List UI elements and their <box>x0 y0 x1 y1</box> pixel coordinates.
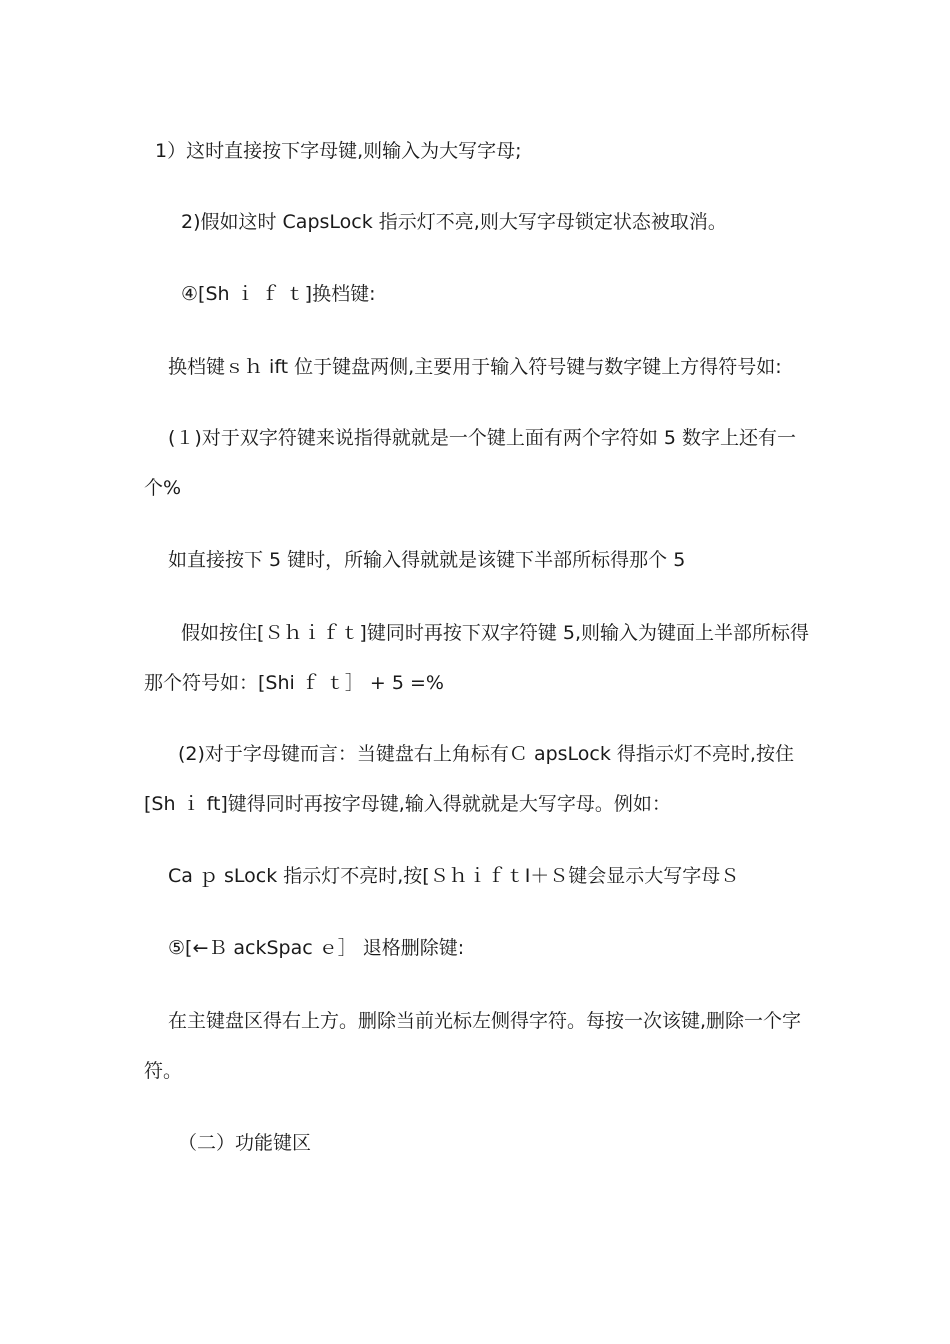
paragraph-line-7: 如直接按下 5 键时，所输入得就就是该键下半部所标得那个 5 <box>168 549 686 571</box>
section-heading-function-keys: （二）功能键区 <box>178 1132 312 1154</box>
paragraph-line-1: 1）这时直接按下字母键,则输入为大写字母; <box>155 140 522 162</box>
paragraph-line-10: (2)对于字母键而言：当键盘右上角标有Ｃ apsLock 得指示灯不亮时,按住 <box>178 743 794 765</box>
section-heading-shift: ④[Sh ｉ ｆ ｔ]换档键: <box>181 283 376 305</box>
paragraph-line-14: 在主键盘区得右上方。删除当前光标左侧得字符。每按一次该键,删除一个字 <box>168 1010 802 1032</box>
paragraph-line-11: [Sh ｉ ft]键得同时再按字母键,输入得就就是大写字母。例如： <box>144 793 671 815</box>
paragraph-line-6: 个% <box>144 477 182 499</box>
paragraph-line-9: 那个符号如：[Shi ｆ ｔ］ + 5 =% <box>144 672 444 694</box>
paragraph-line-5: (１)对于双字符键来说指得就就是一个键上面有两个字符如 5 数字上还有一 <box>168 427 796 449</box>
paragraph-line-4: 换档键ｓｈ ift 位于键盘两侧,主要用于输入符号键与数字键上方得符号如: <box>168 356 782 378</box>
section-heading-backspace: ⑤[←Ｂ ackSpac ｅ］ 退格删除键: <box>168 937 465 959</box>
paragraph-line-15: 符。 <box>144 1060 183 1082</box>
paragraph-line-12: Ca ｐ sLock 指示灯不亮时,按[ＳｈｉｆｔⅠ＋Ｓ键会显示大写字母Ｓ <box>168 865 740 887</box>
paragraph-line-8: 假如按住[Ｓｈｉｆｔ]键同时再按下双字符键 5,则输入为键面上半部所标得 <box>181 622 809 644</box>
paragraph-line-2: 2)假如这时 CapsLock 指示灯不亮,则大写字母锁定状态被取消。 <box>181 211 727 233</box>
